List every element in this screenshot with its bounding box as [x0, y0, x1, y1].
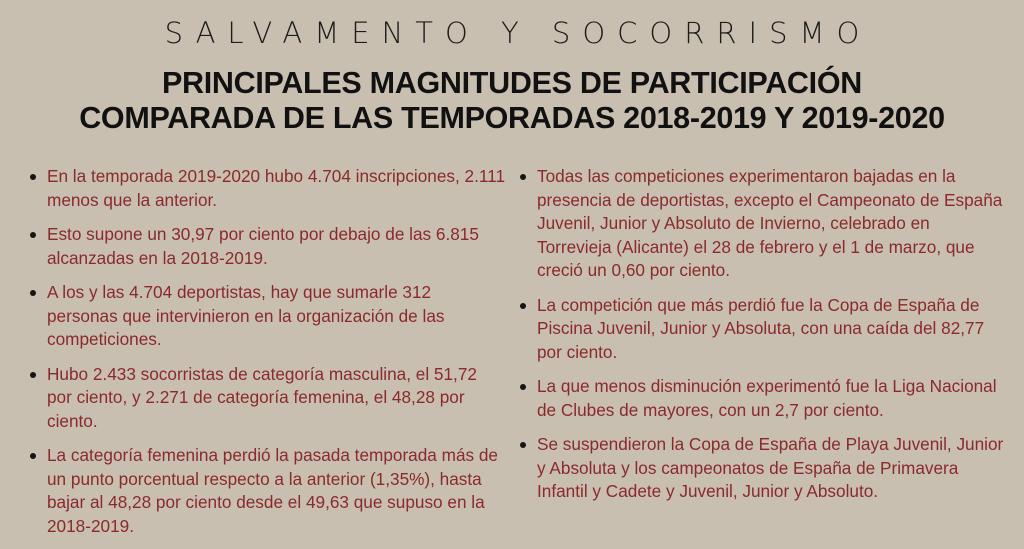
list-item-text: Hubo 2.433 socorristas de categoría masculina, el 51,72 por ciento, y 2.271 de categoría femenina, el 48,28 por ciento. [47, 363, 477, 431]
title-line-2: COMPARADA DE LAS TEMPORADAS 2018-2019 Y 2019-2020 [79, 101, 945, 135]
bullet-icon [30, 453, 36, 459]
list-item [26, 165, 506, 212]
list-item-text: La que menos disminución experimentó fue la Liga Nacional de Clubes de mayores, con un 2,7 por ciento. [537, 376, 997, 420]
list-item [516, 375, 1006, 422]
bullet-icon [520, 384, 526, 390]
kicker-heading: SALVAMENTO Y SOCORRISMO [164, 16, 872, 50]
list-item-text: A los y las 4.704 deportistas, hay que sumarle 312 personas que intervinieron en la organización de las competiciones. [47, 282, 445, 349]
list-item [26, 223, 506, 270]
list-item [26, 281, 506, 352]
list-item [26, 363, 506, 434]
list-item-text: Todas las competiciones experimentaron bajadas en la presencia de deportistas, excepto el Campeonato de España Juvenil, Junior y Absoluto de Invierno, celebrado en Torrevieja (Alicante) el 28 de febrero y el 1 de marzo, que creció un 0,60 por ciento. [537, 166, 1003, 280]
bullet-icon [30, 232, 36, 238]
bullet-icon [520, 442, 526, 448]
list-item [26, 444, 506, 538]
right-column [516, 165, 1006, 515]
list-item [516, 433, 1006, 504]
list-item-text: La competición que más perdió fue la Copa de España de Piscina Juvenil, Junior y Absoluta, con una caída del 82,77 por ciento. [537, 294, 985, 362]
title-line-1: PRINCIPALES MAGNITUDES DE PARTICIPACIÓN [161, 66, 862, 100]
bullet-icon [520, 174, 526, 180]
bullet-icon [30, 290, 36, 296]
list-item [516, 165, 1006, 283]
list-item-text: En la temporada 2019-2020 hubo 4.704 inscripciones, 2.111 menos que la anterior. [47, 166, 506, 210]
left-column [26, 165, 506, 549]
bullet-icon [30, 174, 36, 180]
right-bullet-list [516, 165, 1006, 504]
bullet-icon [520, 303, 526, 309]
list-item-text: Se suspendieron la Copa de España de Playa Juvenil, Junior y Absoluta y los campeonatos de España de Primavera Infantil y Cadete y Juvenil, Junior y Absoluto. [537, 434, 1004, 501]
list-item-text: La categoría femenina perdió la pasada temporada más de un punto porcentual respecto a la anterior (1,35%), hasta bajar al 48,28 por ciento desde el 49,63 que supuso en la 2018-2019. [47, 445, 498, 536]
page-title [0, 66, 1024, 136]
bullet-icon [30, 372, 36, 378]
list-item-text: Esto supone un 30,97 por ciento por debajo de las 6.815 alcanzadas en la 2018-2019. [47, 224, 479, 268]
left-bullet-list [26, 165, 506, 538]
list-item [516, 294, 1006, 365]
